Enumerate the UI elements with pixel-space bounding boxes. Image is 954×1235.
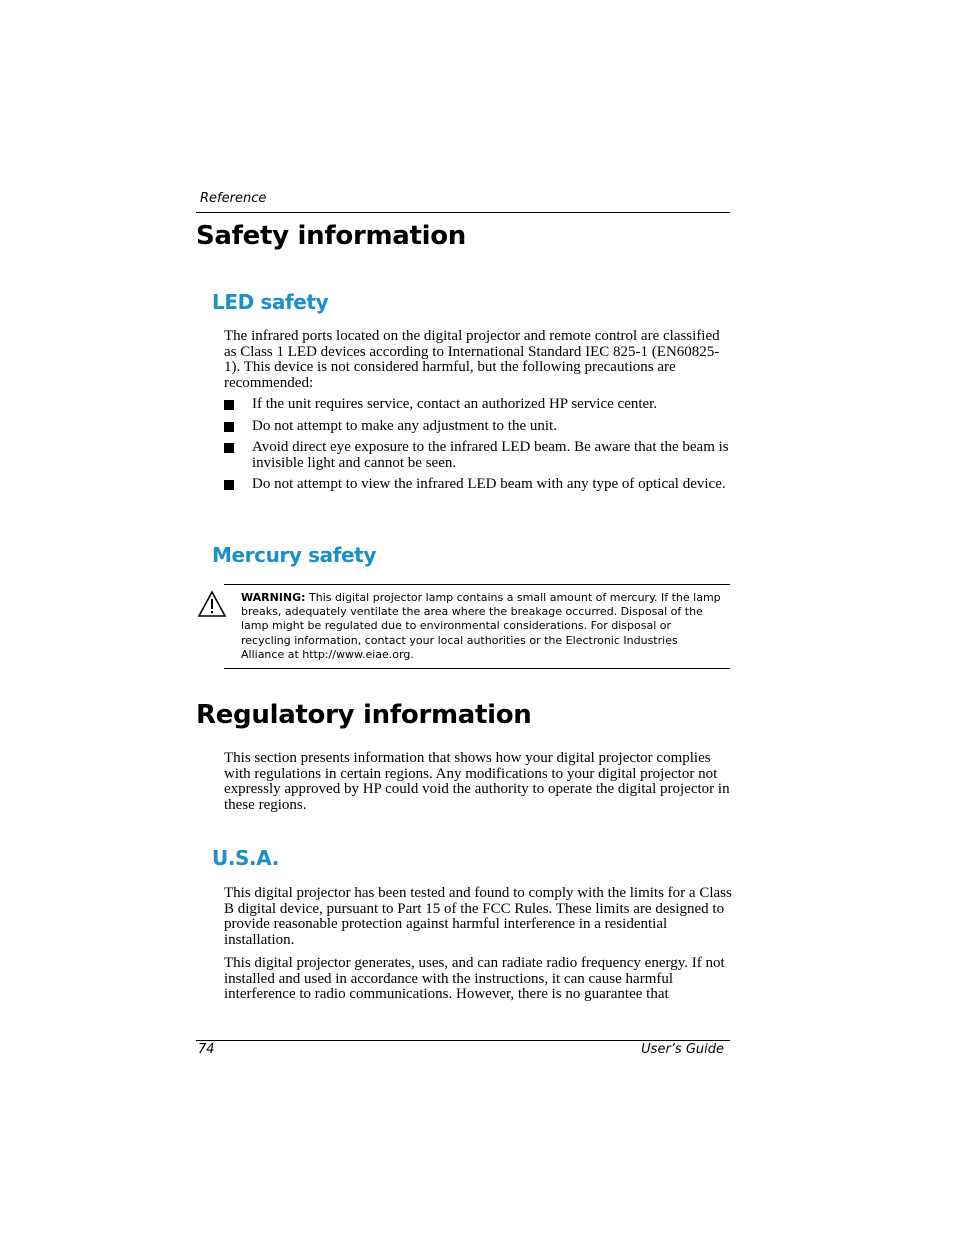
list-item-text: Do not attempt to view the infrared LED beam with any type of optical device. [252, 476, 726, 493]
running-head: Reference [200, 191, 267, 206]
regulatory-intro: This section presents information that shows how your digital projector complies with regulations in certain regions. Any modifications to your digital projector not expressly approved by HP could void the authority to operate the digital projector in these regions. [224, 750, 730, 813]
list-item [224, 440, 732, 471]
bullet-square-icon [224, 422, 234, 432]
warning-body: This digital projector lamp contains a small amount of mercury. If the lamp breaks, adequately ventilate the area where the breakage occurred. Disposal of the lamp might be regulated due to environmental considerations. For disposal or recycling information, contact your local authorities or the Electronic Industries Alliance at http://www.eiae.org. [241, 591, 721, 661]
warning-rule-top [224, 584, 730, 585]
bullet-square-icon [224, 400, 234, 410]
led-safety-list [224, 397, 732, 499]
led-safety-heading: LED safety [212, 290, 329, 314]
usa-paragraph-1: This digital projector has been tested and found to comply with the limits for a Class B digital device, pursuant to Part 15 of the FCC Rules. These limits are designed to provide reasonable protection against harmful interference in a residential installation. [224, 885, 732, 948]
warning-label: WARNING: [241, 591, 306, 604]
header-rule [196, 212, 730, 213]
list-item-text: Avoid direct eye exposure to the infrared LED beam. Be aware that the beam is invisible light and cannot be seen. [252, 439, 729, 471]
warning-triangle-icon [197, 590, 227, 618]
mercury-warning [241, 591, 721, 662]
guide-name: User’s Guide [641, 1042, 724, 1057]
safety-information-heading: Safety information [196, 221, 467, 251]
bullet-square-icon [224, 443, 234, 453]
list-item-text: If the unit requires service, contact an authorized HP service center. [252, 396, 658, 412]
footer-rule [196, 1040, 730, 1041]
list-item-text: Do not attempt to make any adjustment to the unit. [252, 417, 557, 434]
regulatory-information-heading: Regulatory information [196, 700, 532, 730]
bullet-square-icon [224, 480, 234, 490]
usa-paragraph-2: This digital projector generates, uses, and can radiate radio frequency energy. If not installed and used in accordance with the instructions, it can cause harmful interference to radio communications. However, there is no guarantee that [224, 955, 725, 1003]
page-number: 74 [198, 1042, 215, 1057]
led-safety-intro: The infrared ports located on the digital projector and remote control are classified as Class 1 LED devices according to International Standard IEC 825-1 (EN60825-1). This device is not considered harmful, but the following precautions are recommended: [224, 328, 720, 391]
usa-heading: U.S.A. [212, 846, 279, 870]
list-item [224, 397, 732, 413]
list-item [224, 419, 732, 435]
mercury-safety-heading: Mercury safety [212, 543, 376, 567]
list-item [224, 477, 732, 493]
warning-rule-bottom [224, 668, 730, 669]
